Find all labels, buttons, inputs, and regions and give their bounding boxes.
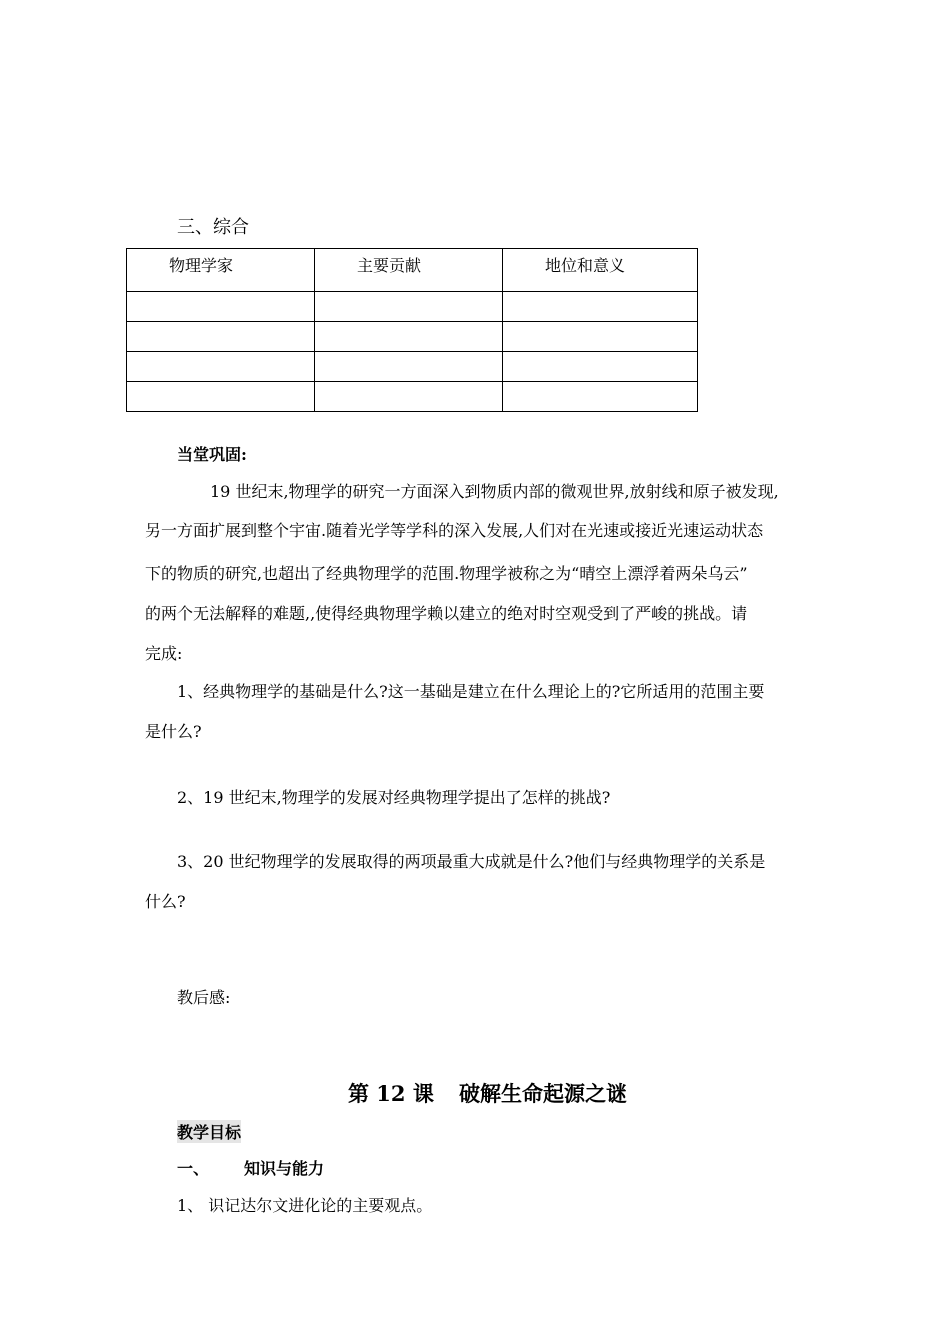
section-title: 三、综合 bbox=[177, 217, 249, 238]
question-1-line-1: 1、经典物理学的基础是什么?这一基础是建立在什么理论上的?它所适用的范围主要 bbox=[177, 682, 765, 701]
question-1-line-2: 是什么? bbox=[145, 722, 202, 741]
paragraph-line-3: 下的物质的研究,也超出了经典物理学的范围.物理学被称之为“晴空上漂浮着两朵乌云” bbox=[145, 564, 748, 583]
lesson-number: 第 12 课 bbox=[348, 1081, 434, 1106]
table-cell bbox=[127, 322, 315, 352]
table-header-row bbox=[127, 249, 698, 292]
table-cell bbox=[127, 382, 315, 412]
table-row bbox=[127, 292, 698, 322]
header-physicist-label: 物理学家 bbox=[169, 256, 234, 275]
table-cell bbox=[127, 292, 315, 322]
table-cell bbox=[315, 352, 503, 382]
question-3-line-1: 3、20 世纪物理学的发展取得的两项最重大成就是什么?他们与经典物理学的关系是 bbox=[177, 852, 766, 871]
header-significance-label: 地位和意义 bbox=[545, 256, 626, 275]
objective-1-label: 知识与能力 bbox=[244, 1159, 325, 1178]
table-row bbox=[127, 352, 698, 382]
header-physicist bbox=[127, 249, 315, 292]
table-row bbox=[127, 382, 698, 412]
table-cell bbox=[315, 292, 503, 322]
table-cell bbox=[315, 322, 503, 352]
table-cell bbox=[503, 292, 698, 322]
header-significance bbox=[503, 249, 698, 292]
table-cell bbox=[503, 382, 698, 412]
table-cell bbox=[503, 352, 698, 382]
lesson-title: 破解生命起源之谜 bbox=[459, 1081, 627, 1106]
summary-table bbox=[126, 248, 698, 412]
table-cell bbox=[127, 352, 315, 382]
objective-point-1: 1、 识记达尔文进化论的主要观点。 bbox=[177, 1196, 433, 1215]
paragraph-line-2: 另一方面扩展到整个宇宙.随着光学等学科的深入发展,人们对在光速或接近光速运动状态 bbox=[145, 521, 764, 540]
header-contribution-label: 主要贡献 bbox=[357, 256, 422, 275]
paragraph-line-5: 完成: bbox=[145, 644, 183, 663]
objective-1-number: 一、 bbox=[177, 1159, 210, 1178]
question-2: 2、19 世纪末,物理学的发展对经典物理学提出了怎样的挑战? bbox=[177, 788, 611, 807]
question-3-line-2: 什么? bbox=[145, 892, 186, 911]
paragraph-line-1: 19 世纪末,物理学的研究一方面深入到物质内部的微观世界,放射线和原子被发现, bbox=[210, 482, 779, 501]
table-cell bbox=[503, 322, 698, 352]
table-cell bbox=[315, 382, 503, 412]
table-row bbox=[127, 322, 698, 352]
reflection-label: 教后感: bbox=[177, 988, 231, 1007]
objectives-heading: 教学目标 bbox=[177, 1120, 241, 1143]
consolidation-heading: 当堂巩固: bbox=[177, 445, 247, 464]
header-contribution bbox=[315, 249, 503, 292]
paragraph-line-4: 的两个无法解释的难题,,使得经典物理学赖以建立的绝对时空观受到了严峻的挑战。请 bbox=[145, 604, 748, 623]
